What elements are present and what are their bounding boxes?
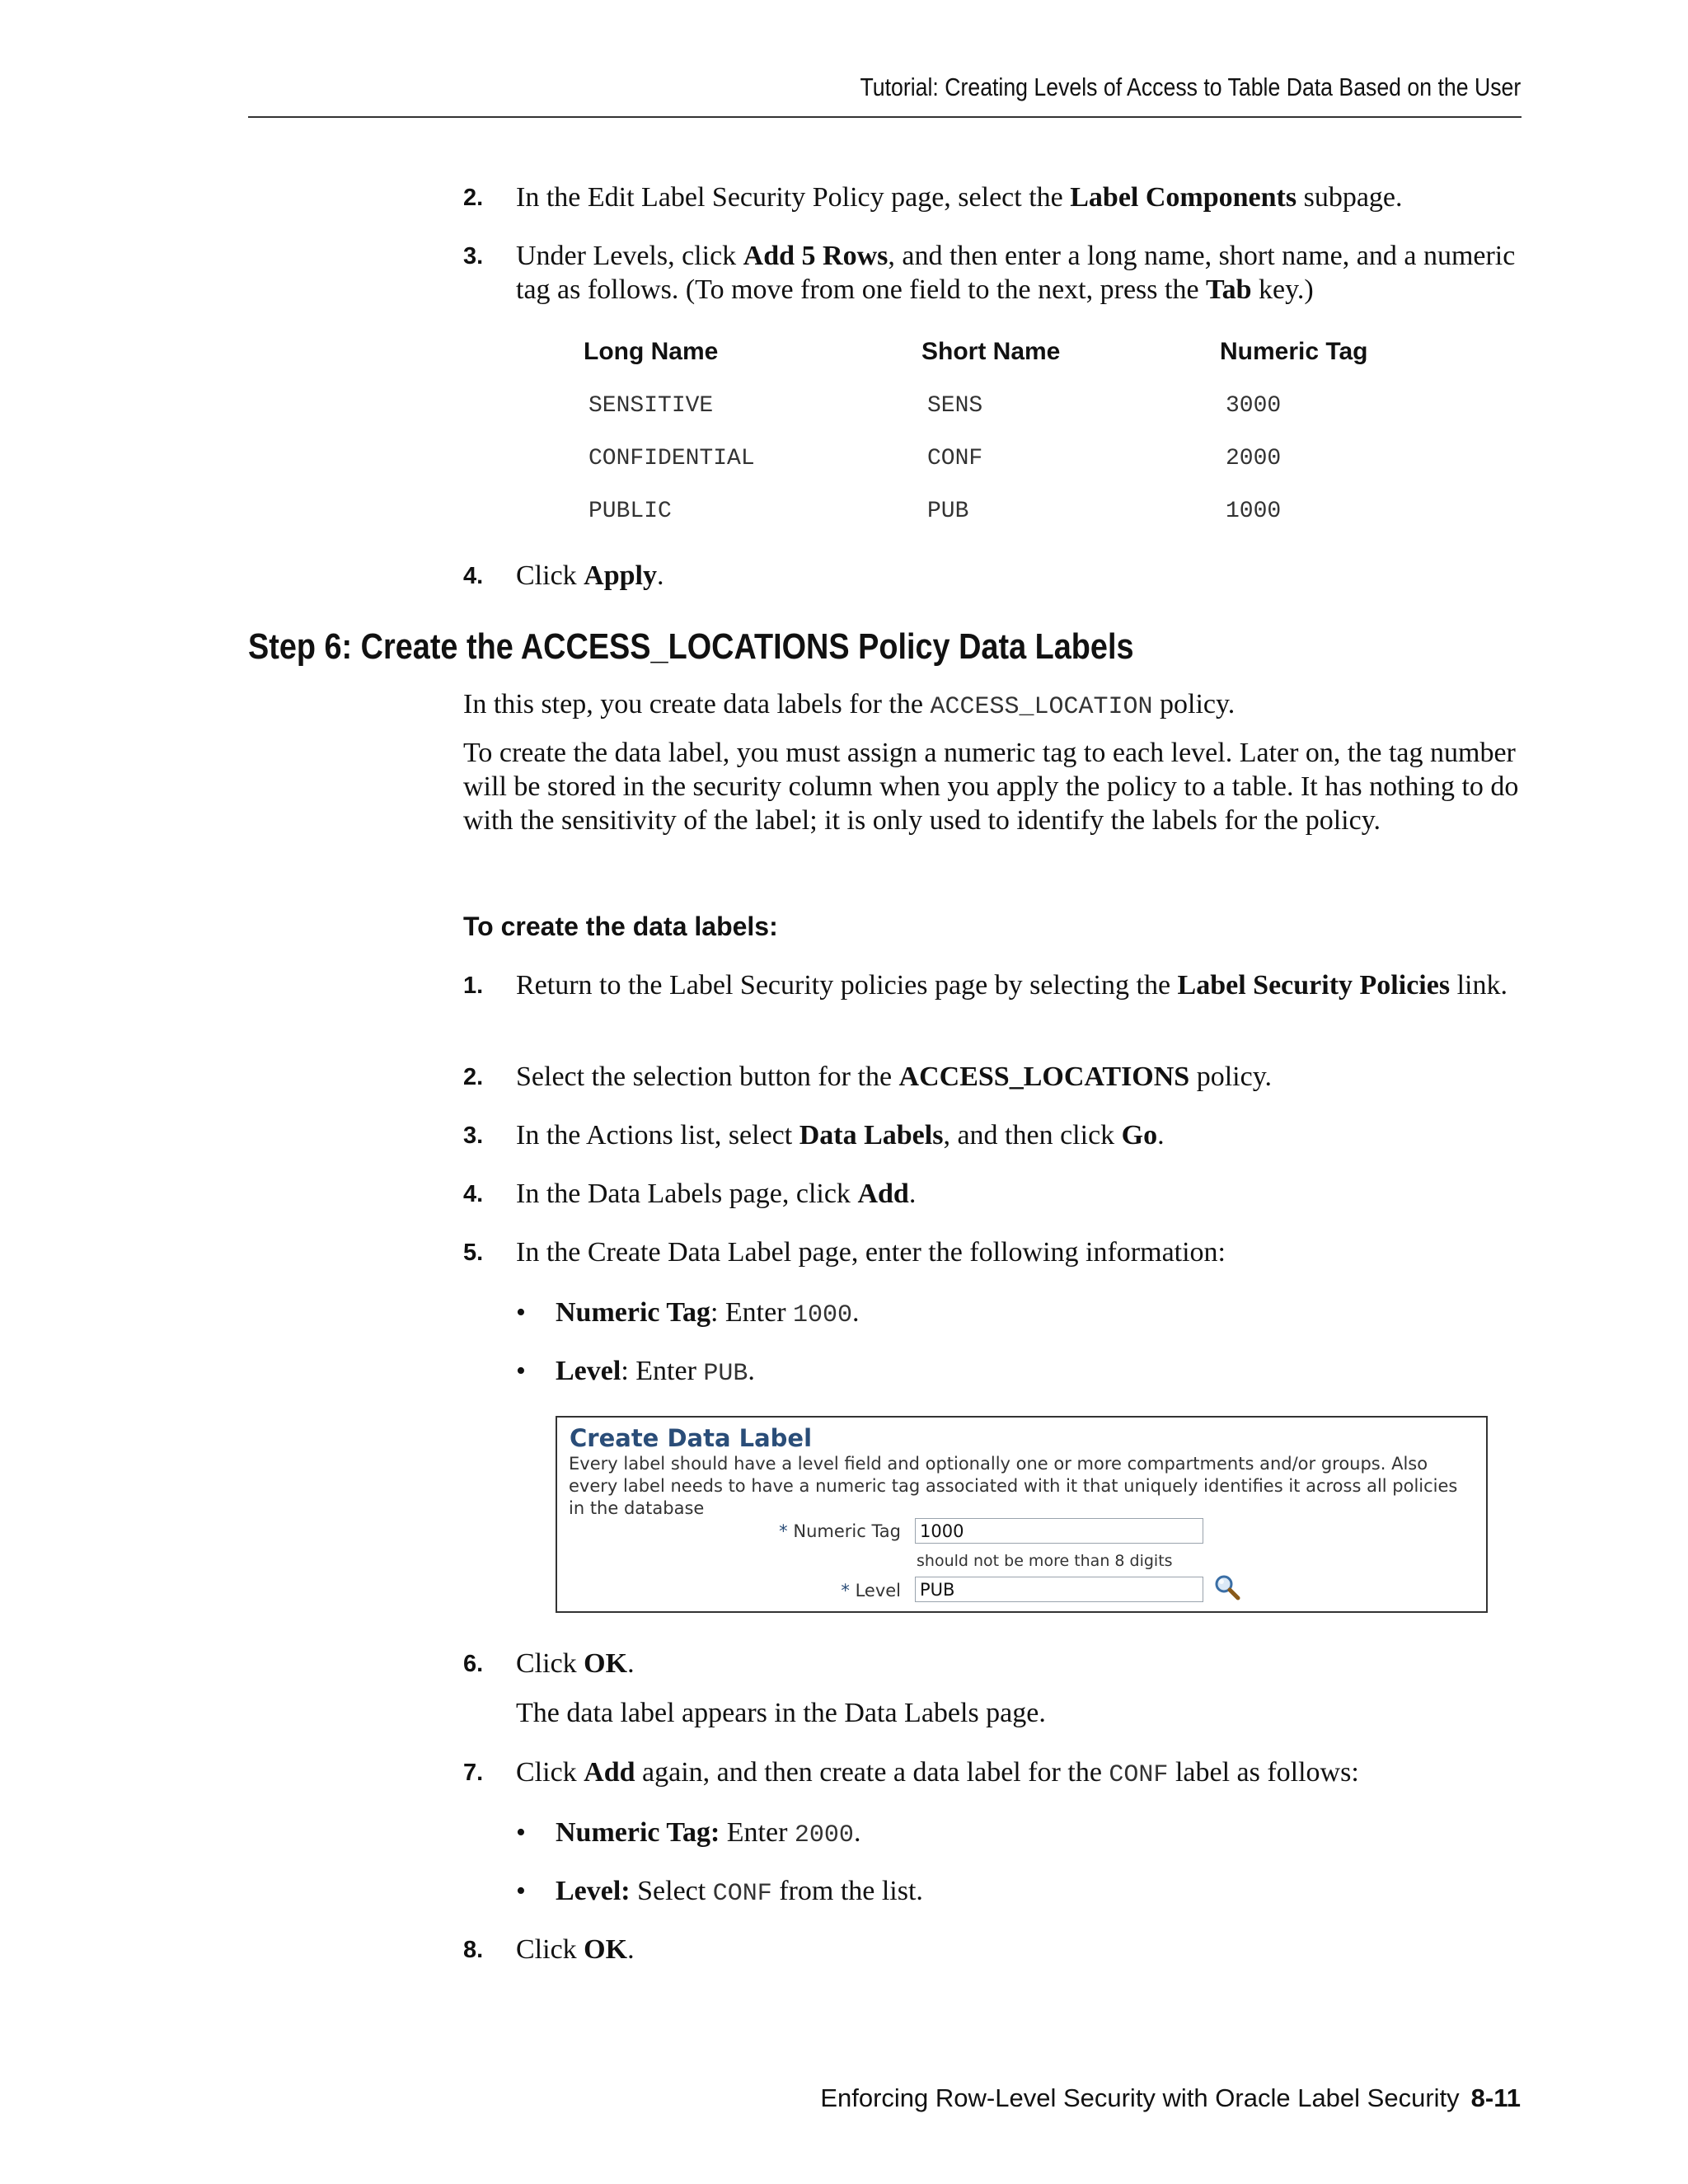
step-number: 8. — [463, 1937, 484, 1963]
procedure-step-4: 4. In the Data Labels page, click Add. — [463, 1177, 1526, 1211]
bullet-icon: • — [516, 1876, 526, 1906]
table-cell: SENSITIVE — [588, 393, 714, 419]
step-number: 5. — [463, 1240, 484, 1266]
table-header: Numeric Tag — [1220, 338, 1368, 365]
header-rule — [248, 116, 1522, 118]
procedure-step-3: 3. In the Actions list, select Data Labels, and then click Go. — [463, 1118, 1526, 1152]
table-cell: PUB — [927, 499, 969, 524]
page-number: 8-11 — [1470, 2083, 1521, 2112]
table-cell: SENS — [927, 393, 983, 419]
procedure-step-6: 6. Click OK. — [463, 1647, 1526, 1680]
screenshot-title: Create Data Label — [570, 1424, 813, 1452]
level-input[interactable]: PUB — [915, 1577, 1203, 1602]
numeric-tag-hint: should not be more than 8 digits — [917, 1552, 1173, 1570]
bullet-level: • Level: Enter PUB. — [516, 1356, 755, 1388]
procedure-step-8: 8. Click OK. — [463, 1933, 1526, 1966]
step-number: 3. — [463, 243, 484, 269]
step-2: 2. In the Edit Label Security Policy page, select the Label Components subpage. — [463, 180, 1526, 214]
intro-paragraph: In this step, you create data labels for the ACCESS_LOCATION policy. — [463, 689, 1236, 721]
step-number: 4. — [463, 563, 484, 589]
step-4: 4. Click Apply. — [463, 559, 1526, 593]
magnifier-search-icon[interactable] — [1213, 1573, 1241, 1601]
body-paragraph: To create the data label, you must assign a numeric tag to each level. Later on, the tag number will be stored in the security column when you apply the policy to a table. It has nothing to do with the sensitivity of the label; it is only used to identify the labels for the policy. — [463, 738, 1519, 836]
step-3: 3. Under Levels, click Add 5 Rows, and then enter a long name, short name, and a numeric tag as follows. (To move from one field to the next, press the Tab key.) — [463, 241, 1516, 305]
required-marker: * — [779, 1521, 788, 1541]
table-cell: 1000 — [1226, 499, 1282, 524]
step-number: 7. — [463, 1760, 484, 1786]
table-cell: PUBLIC — [588, 499, 672, 524]
section-heading: Step 6: Create the ACCESS_LOCATIONS Policy Data Labels — [248, 626, 1134, 667]
level-label: * Level — [841, 1581, 901, 1601]
bullet-numeric-tag: • Numeric Tag: Enter 1000. — [516, 1297, 860, 1329]
step-number: 4. — [463, 1181, 484, 1207]
table-cell: CONF — [927, 446, 983, 471]
step-number: 6. — [463, 1651, 484, 1677]
bullet-numeric-tag-2: • Numeric Tag: Enter 2000. — [516, 1817, 861, 1849]
bullet-icon: • — [516, 1817, 526, 1848]
table-cell: 2000 — [1226, 446, 1282, 471]
bullet-icon: • — [516, 1297, 526, 1328]
screenshot-description: Every label should have a level field and optionally one or more compartments and/or groups. Also every label needs to have a numeric tag associated with it that uniquely identifies it across all policies in the database — [569, 1454, 1458, 1518]
table-cell: CONFIDENTIAL — [588, 446, 755, 471]
table-cell: 3000 — [1226, 393, 1282, 419]
bullet-icon: • — [516, 1356, 526, 1386]
numeric-tag-label: * Numeric Tag — [779, 1521, 901, 1541]
step-number: 3. — [463, 1122, 484, 1149]
procedure-heading: To create the data labels: — [463, 912, 778, 941]
step-6-note: The data label appears in the Data Labels page. — [516, 1698, 1046, 1728]
procedure-step-5: 5. In the Create Data Label page, enter the following information: — [463, 1235, 1526, 1269]
step-number: 2. — [463, 185, 484, 211]
required-marker: * — [841, 1581, 850, 1601]
footer-title: Enforcing Row-Level Security with Oracle Label Security — [820, 2083, 1460, 2112]
numeric-tag-input[interactable]: 1000 — [915, 1518, 1203, 1544]
procedure-step-7: 7. Click Add again, and then create a data label for the CONF label as follows: — [463, 1757, 1359, 1789]
create-data-label-screenshot — [556, 1416, 1488, 1613]
step-number: 2. — [463, 1064, 484, 1090]
table-header: Short Name — [921, 338, 1061, 365]
page-footer — [820, 2083, 1521, 2113]
step-number: 1. — [463, 972, 484, 999]
procedure-step-1: 1. Return to the Label Security policies page by selecting the Label Security Policies link. — [463, 968, 1526, 1002]
procedure-step-2: 2. Select the selection button for the ACCESS_LOCATIONS policy. — [463, 1060, 1526, 1094]
bullet-level-2: • Level: Select CONF from the list. — [516, 1876, 923, 1908]
table-header: Long Name — [584, 338, 719, 365]
running-header: Tutorial: Creating Levels of Access to Table Data Based on the User — [860, 73, 1521, 101]
